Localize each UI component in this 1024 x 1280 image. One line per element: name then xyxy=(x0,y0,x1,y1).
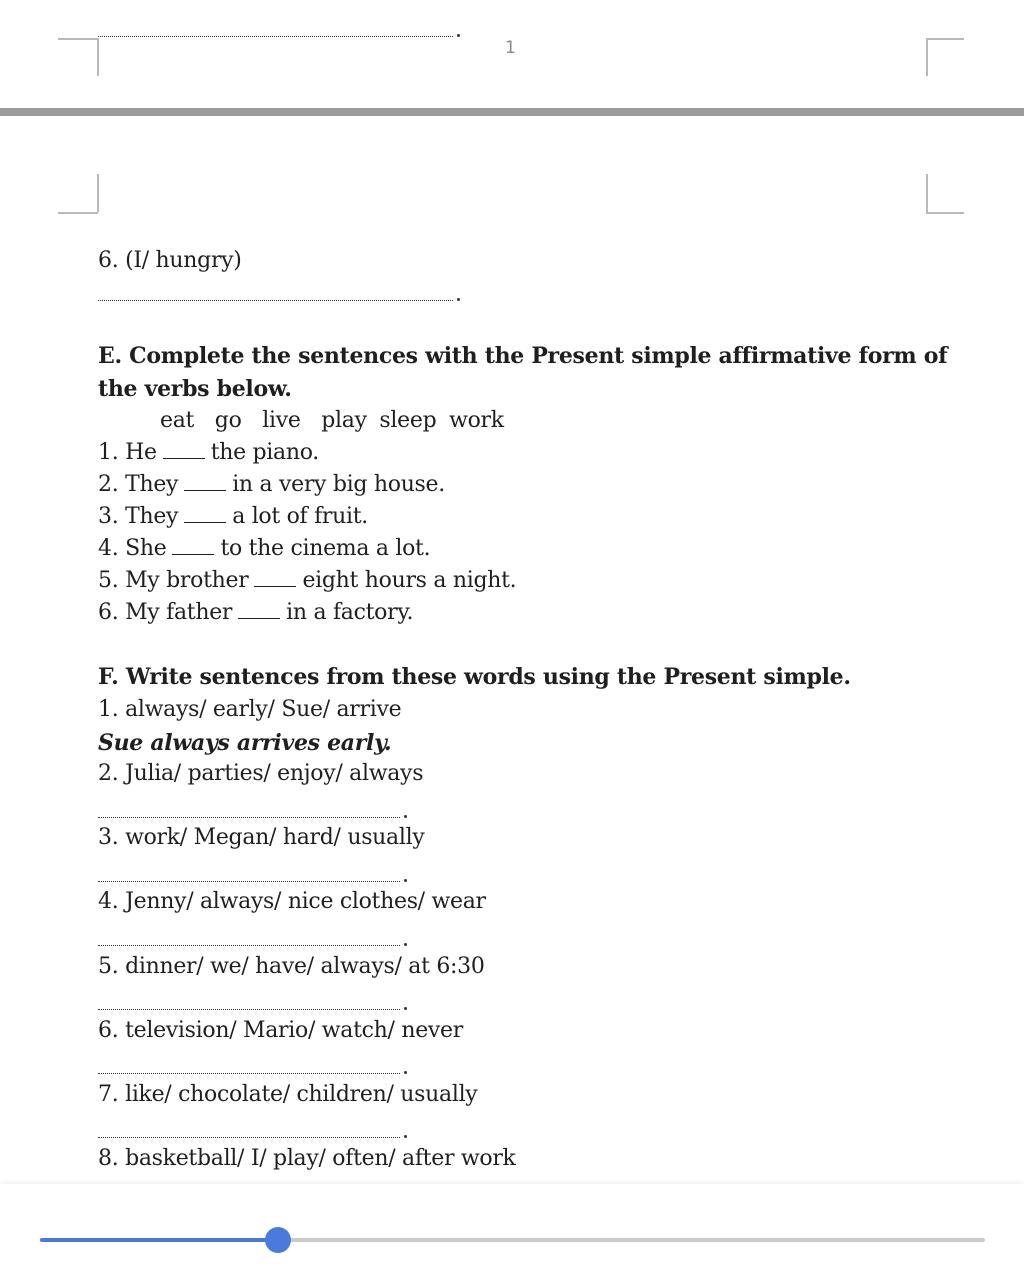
section-f-heading: F. Write sentences from these words using the Present simple. xyxy=(98,664,851,690)
section-e-heading-cont: the verbs below. xyxy=(98,376,292,402)
exercise-item xyxy=(98,472,445,498)
answer-line[interactable] xyxy=(98,817,400,818)
section-e-heading: E. Complete the sentences with the Present simple affirmative form of xyxy=(98,343,948,369)
exercise-item: 5. dinner/ we/ have/ always/ at 6:30 xyxy=(98,954,485,979)
item-text: 5. My brother xyxy=(98,568,249,593)
exercise-item: 7. like/ chocolate/ children/ usually xyxy=(98,1082,478,1107)
item-text: 6. My father xyxy=(98,600,233,625)
fill-blank[interactable] xyxy=(184,486,226,491)
item-text: a lot of fruit. xyxy=(232,504,368,529)
answer-line-period xyxy=(404,879,407,882)
exercise-item xyxy=(98,504,368,530)
exercise-item: 6. (I/ hungry) xyxy=(98,248,242,273)
page-number: 1 xyxy=(505,38,516,58)
fill-blank[interactable] xyxy=(254,582,296,587)
exercise-item xyxy=(98,568,516,594)
answer-line-period xyxy=(404,815,407,818)
exercise-item xyxy=(98,536,430,562)
answer-line[interactable] xyxy=(98,881,400,882)
answer-line-period xyxy=(404,943,407,946)
crop-mark xyxy=(97,38,99,76)
crop-mark xyxy=(926,212,964,214)
item-text: eight hours a night. xyxy=(302,568,517,593)
fill-blank[interactable] xyxy=(238,614,280,619)
crop-mark xyxy=(58,38,98,40)
crop-mark xyxy=(926,174,928,212)
page-separator xyxy=(0,108,1024,116)
crop-mark xyxy=(58,212,98,214)
word-bank-item: play xyxy=(321,408,367,433)
answer-line-period xyxy=(404,1007,407,1010)
fill-blank[interactable] xyxy=(163,454,205,459)
exercise-item: 8. basketball/ I/ play/ often/ after work xyxy=(98,1146,516,1171)
word-bank xyxy=(160,408,518,434)
word-bank-item: live xyxy=(262,408,301,433)
answer-line[interactable] xyxy=(98,1137,400,1138)
exercise-item: 1. always/ early/ Sue/ arrive xyxy=(98,697,402,722)
item-text: in a very big house. xyxy=(232,472,445,497)
word-bank-item: work xyxy=(449,408,504,433)
word-bank-item: go xyxy=(214,408,242,433)
page-navigation-bar xyxy=(0,1184,1024,1280)
exercise-item: 6. television/ Mario/ watch/ never xyxy=(98,1018,463,1043)
previous-page-bottom xyxy=(0,0,1024,108)
page-slider-fill xyxy=(40,1238,278,1242)
answer-line[interactable] xyxy=(98,1009,400,1010)
word-bank-item: sleep xyxy=(379,408,437,433)
answer-line[interactable] xyxy=(98,945,400,946)
item-text: 2. They xyxy=(98,472,179,497)
page-slider-thumb[interactable] xyxy=(265,1227,291,1253)
word-bank-item: eat xyxy=(160,408,195,433)
item-text: the piano. xyxy=(210,440,319,465)
exercise-item xyxy=(98,440,319,466)
fill-blank[interactable] xyxy=(184,518,226,523)
answer-line-period xyxy=(457,34,460,37)
answer-line-period xyxy=(457,298,460,301)
item-text: to the cinema a lot. xyxy=(220,536,431,561)
answer-line xyxy=(98,36,453,37)
crop-mark xyxy=(926,38,928,76)
exercise-item: 3. work/ Megan/ hard/ usually xyxy=(98,825,425,850)
crop-mark xyxy=(926,38,964,40)
crop-mark xyxy=(97,174,99,212)
item-text: 3. They xyxy=(98,504,179,529)
exercise-item xyxy=(98,600,413,626)
exercise-item: 4. Jenny/ always/ nice clothes/ wear xyxy=(98,889,486,914)
answer-line xyxy=(98,300,453,301)
item-text: 4. She xyxy=(98,536,167,561)
answer-line-period xyxy=(404,1135,407,1138)
item-text: in a factory. xyxy=(286,600,414,625)
exercise-item: 2. Julia/ parties/ enjoy/ always xyxy=(98,761,424,786)
answer-line-period xyxy=(404,1071,407,1074)
fill-blank[interactable] xyxy=(172,550,214,555)
item-text: 1. He xyxy=(98,440,157,465)
example-answer: Sue always arrives early. xyxy=(98,730,392,756)
answer-line[interactable] xyxy=(98,1073,400,1074)
